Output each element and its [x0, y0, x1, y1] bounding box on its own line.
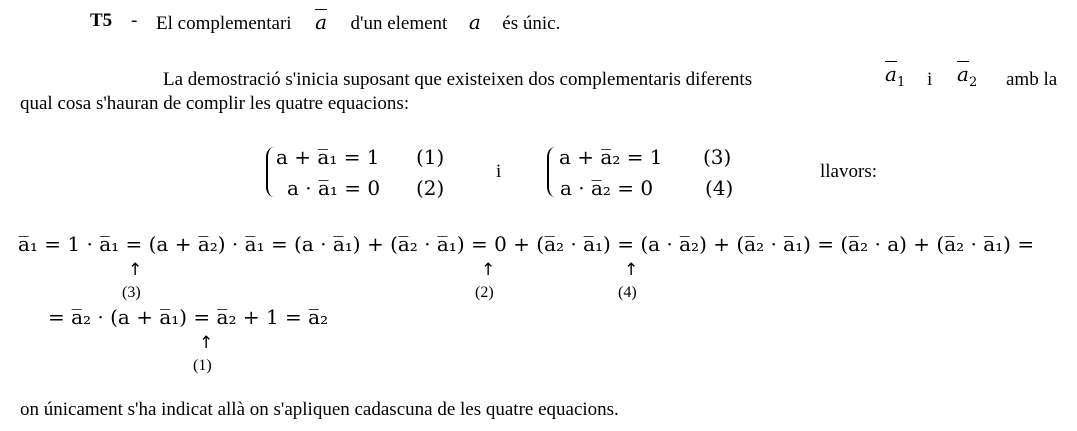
theorem-statement [156, 10, 560, 35]
ref-2-label: (2) [475, 284, 494, 301]
equation-3-number: (3) [703, 145, 732, 169]
system-then: llavors: [820, 161, 877, 182]
theorem-text-after: és únic. [502, 13, 561, 34]
intro-complement-2-sub: 2 [968, 75, 978, 90]
theorem-label: T5 [90, 10, 113, 31]
derivation-line-1: a̅₁ = 1 · a̅₁ = (a + a̅₂) · a̅₁ = (a · a̅₁) + (a̅₂ · a̅₁) = 0 + (a̅₂ · a̅₁) = (a · a̅₂) + (a̅₂ · a̅₁) = (a̅₂ · a) + (a̅₂ · a̅₁) = [18, 232, 1035, 256]
intro-complement-2 [957, 62, 977, 90]
equation-3: a + a̅₂ = 1 [559, 145, 663, 169]
equation-1: a + a̅₁ = 1 [276, 145, 380, 169]
system-conjunction: i [496, 161, 502, 182]
derivation-line-2: = a̅₂ · (a + a̅₁) = a̅₂ + 1 = a̅₂ [48, 305, 329, 329]
equation-4-number: (4) [705, 176, 734, 200]
ref-1-label: (1) [193, 357, 212, 374]
intro-complement-1-base: $\overline{a}$ [885, 62, 897, 86]
intro-line-1: La demostració s'inicia suposant que existeixen dos complementaris diferents [163, 69, 753, 90]
equation-4: a · a̅₂ = 0 [560, 176, 654, 200]
equation-1-number: (1) [416, 145, 445, 169]
intro-complement-2-base: $\overline{a}$ [957, 62, 969, 86]
theorem-complement-symbol: $\overline{a}$ [315, 10, 328, 34]
theorem-element-symbol: a [468, 10, 481, 34]
closing-sentence: on únicament s'ha indicat allà on s'apliquen cadascuna de les quatre equacions. [20, 399, 619, 420]
arrow-ref-4: ↑ [624, 260, 639, 280]
equation-2: a · a̅₁ = 0 [287, 176, 381, 200]
arrow-ref-1: ↑ [199, 333, 214, 353]
arrow-ref-3: ↑ [128, 260, 143, 280]
intro-complement-1-sub: 1 [896, 75, 906, 90]
theorem-text-middle: d'un element [350, 13, 448, 34]
theorem-dash: - [131, 10, 138, 31]
ref-4-label: (4) [618, 284, 637, 301]
intro-line-1-end: amb la [1006, 69, 1058, 90]
arrow-ref-2: ↑ [481, 260, 496, 280]
equation-2-number: (2) [416, 176, 445, 200]
intro-line-2: qual cosa s'hauran de complir les quatre equacions: [20, 93, 410, 114]
right-system-brace [547, 147, 559, 197]
intro-conjunction: i [927, 69, 933, 90]
intro-complement-1 [885, 62, 905, 90]
ref-3-label: (3) [122, 284, 141, 301]
theorem-text-before: El complementari [156, 13, 292, 34]
